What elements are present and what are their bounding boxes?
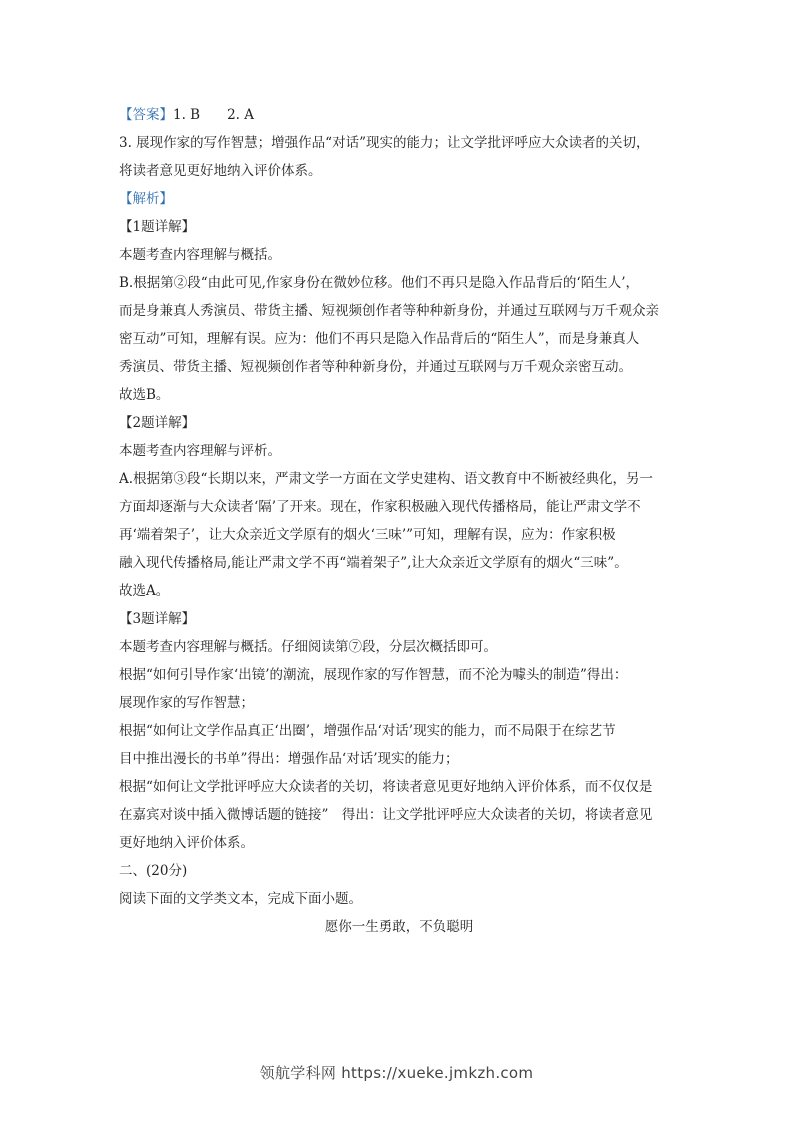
q3-title: 【3题详解】 xyxy=(119,611,196,627)
section-instruction: 阅读下面的文学类文本，完成下面小题。 xyxy=(119,891,362,907)
text-line: B.根据第②段“由此可见,作家身份在微妙位移。他们不再只是隐入作品背后的‘陌生人’， xyxy=(119,275,639,291)
text-line: 方面却逐渐与大众读者‘隔’了开来。现在，作家积极融入现代传播格局，能让严肃文学不 xyxy=(119,499,641,515)
text-line: 根据“如何引导作家‘出镜’的潮流，展现作家的写作智慧，而不沦为噱头的制造”得出： xyxy=(119,667,628,683)
text-line: A.根据第③段“长期以来，严肃文学一方面在文学史建构、语文教育中不断被经典化，另一 xyxy=(119,471,653,487)
text-line: 3. 展现作家的写作智慧；增强作品“对话”现实的能力；让文学批评呼应大众读者的关切， xyxy=(119,135,650,151)
answer-text: 1. B 2. A xyxy=(173,107,255,123)
text-line: 而是身兼真人秀演员、带货主播、短视频创作者等种种新身份，并通过互联网与万千观众亲 xyxy=(119,303,659,319)
section-heading: 二、(20分) xyxy=(119,863,188,879)
answer-tag: 【答案】 xyxy=(119,107,173,123)
footer-watermark: 领航学科网 https://xueke.jmkzh.com xyxy=(259,1064,534,1082)
analysis-tag: 【解析】 xyxy=(119,191,173,207)
text-line: 本题考查内容理解与概括。仔细阅读第⑦段，分层次概括即可。 xyxy=(119,639,497,655)
text-line: 再‘端着架子’，让大众亲近文学原有的烟火‘三味’”可知，理解有误，应为：作家积极 xyxy=(119,527,616,543)
text-line: 根据“如何让文学作品真正‘出圈’，增强作品‘对话’现实的能力，而不局限于在综艺节 xyxy=(119,723,616,739)
text-line: 本题考查内容理解与概括。 xyxy=(119,247,281,263)
text-line: 融入现代传播格局,能让严肃文学不再“端着架子”,让大众亲近文学原有的烟火“三味”。 xyxy=(119,555,628,571)
text-line: 目中推出漫长的书单”得出：增强作品‘对话’现实的能力； xyxy=(119,751,459,767)
text-line: 故选A。 xyxy=(119,583,170,599)
answer-line xyxy=(119,101,679,129)
text-line: 秀演员、带货主播、短视频创作者等种种新身份，并通过互联网与万千观众亲密互动。 xyxy=(119,359,632,375)
text-line: 密互动”可知，理解有误。应为：他们不再只是隐入作品背后的“陌生人”，而是身兼真人 xyxy=(119,331,640,347)
passage-title: 愿你一生勇敢，不负聪明 xyxy=(324,919,474,935)
text-line: 更好地纳入评价体系。 xyxy=(119,835,254,851)
text-line: 根据“如何让文学批评呼应大众读者的关切，将读者意见更好地纳入评价体系，而不仅仅是 xyxy=(119,779,653,795)
text-line: 将读者意见更好地纳入评价体系。 xyxy=(119,163,322,179)
text-line: 在嘉宾对谈中插入微博话题的链接” 得出：让文学批评呼应大众读者的关切，将读者意见 xyxy=(119,807,653,823)
q2-title: 【2题详解】 xyxy=(119,415,196,431)
document-body xyxy=(119,101,679,941)
q1-title: 【1题详解】 xyxy=(119,219,196,235)
text-line: 本题考查内容理解与评析。 xyxy=(119,443,281,459)
text-line: 展现作家的写作智慧； xyxy=(119,695,254,711)
text-line: 故选B。 xyxy=(119,387,170,403)
